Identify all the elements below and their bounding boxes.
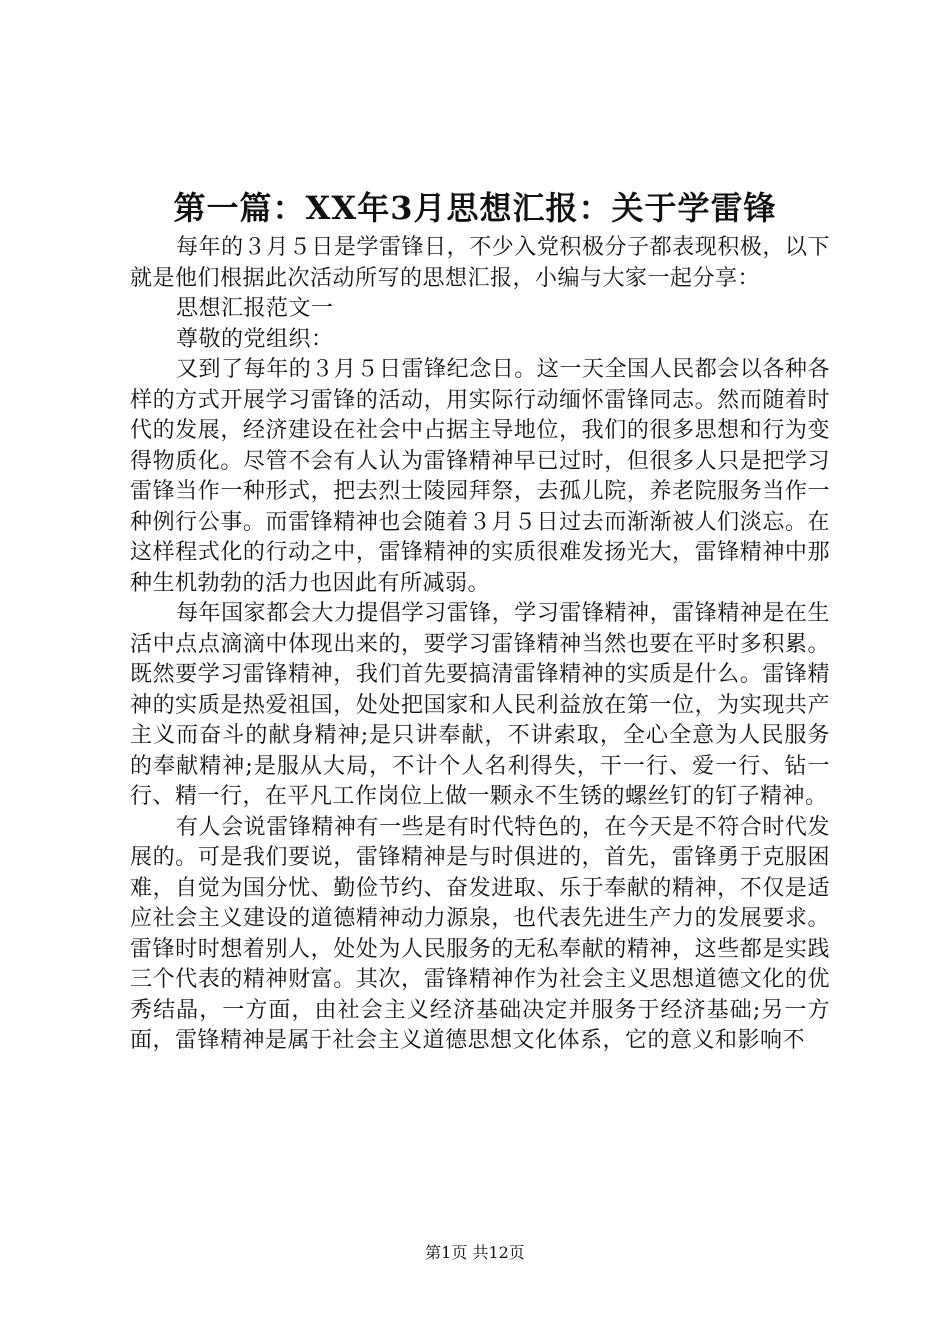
paragraph-body-2: 每年国家都会大力提倡学习雷锋，学习雷锋精神，雷锋精神是在生活中点点滴滴中体现出来的，要学习雷锋精神当然也要在平时多积累。既然要学习雷锋精神，我们首先要搞清雷锋精神的实质是什么。雷锋精神的实质是热爱祖国，处处把国家和人民利益放在第一位，为实现共产主义而奋斗的献身精神;是只讲奉献，不讲索取，全心全意为人民服务的奉献精神;是服从大局，不计个人名利得失，干一行、爱一行、钻一行、精一行，在平凡工作岗位上做一颗永不生锈的螺丝钉的钉子精神。 — [130, 601, 830, 809]
document-body — [130, 233, 830, 1057]
paragraph-intro: 每年的３月５日是学雷锋日，不少入党积极分子都表现积极，以下就是他们根据此次活动所写的思想汇报，小编与大家一起分享： — [130, 235, 830, 291]
paragraph-subheading: 思想汇报范文一 — [176, 296, 334, 321]
paragraph-body-1: 又到了每年的３月５日雷锋纪念日。这一天全国人民都会以各种各样的方式开展学习雷锋的活动，用实际行动缅怀雷锋同志。然而随着时代的发展，经济建设在社会中占据主导地位，我们的很多思想和行为变得物质化。尽管不会有人认为雷锋精神早已过时，但很多人只是把学习雷锋当作一种形式，把去烈士陵园拜祭，去孤儿院，养老院服务当作一种例行公事。而雷锋精神也会随着３月５日过去而渐渐被人们淡忘。在这样程式化的行动之中，雷锋精神的实质很难发扬光大，雷锋精神中那种生机勃勃的活力也因此有所减弱。 — [130, 357, 830, 596]
paragraph-salutation: 尊敬的党组织： — [176, 326, 334, 352]
paragraph-body-3: 有人会说雷锋精神有一些是有时代特色的，在今天是不符合时代发展的。可是我们要说，雷锋精神是与时俱进的，首先，雷锋勇于克服困难，自觉为国分忧、勤俭节约、奋发进取、乐于奉献的精神，不仅是适应社会主义建设的道德精神动力源泉，也代表先进生产力的发展要求。雷锋时时想着别人，处处为人民服务的无私奉献的精神，这些都是实践三个代表的精神财富。其次，雷锋精神作为社会主义思想道德文化的优秀结晶，一方面，由社会主义经济基础决定并服务于经济基础;另一方面，雷锋精神是属于社会主义道德思想文化体系，它的意义和影响不 — [130, 814, 830, 1053]
document-title: 第一篇：XX年3月思想汇报：关于学雷锋 — [173, 189, 777, 227]
page-number-footer: 第1页 共12页 — [425, 1243, 525, 1262]
